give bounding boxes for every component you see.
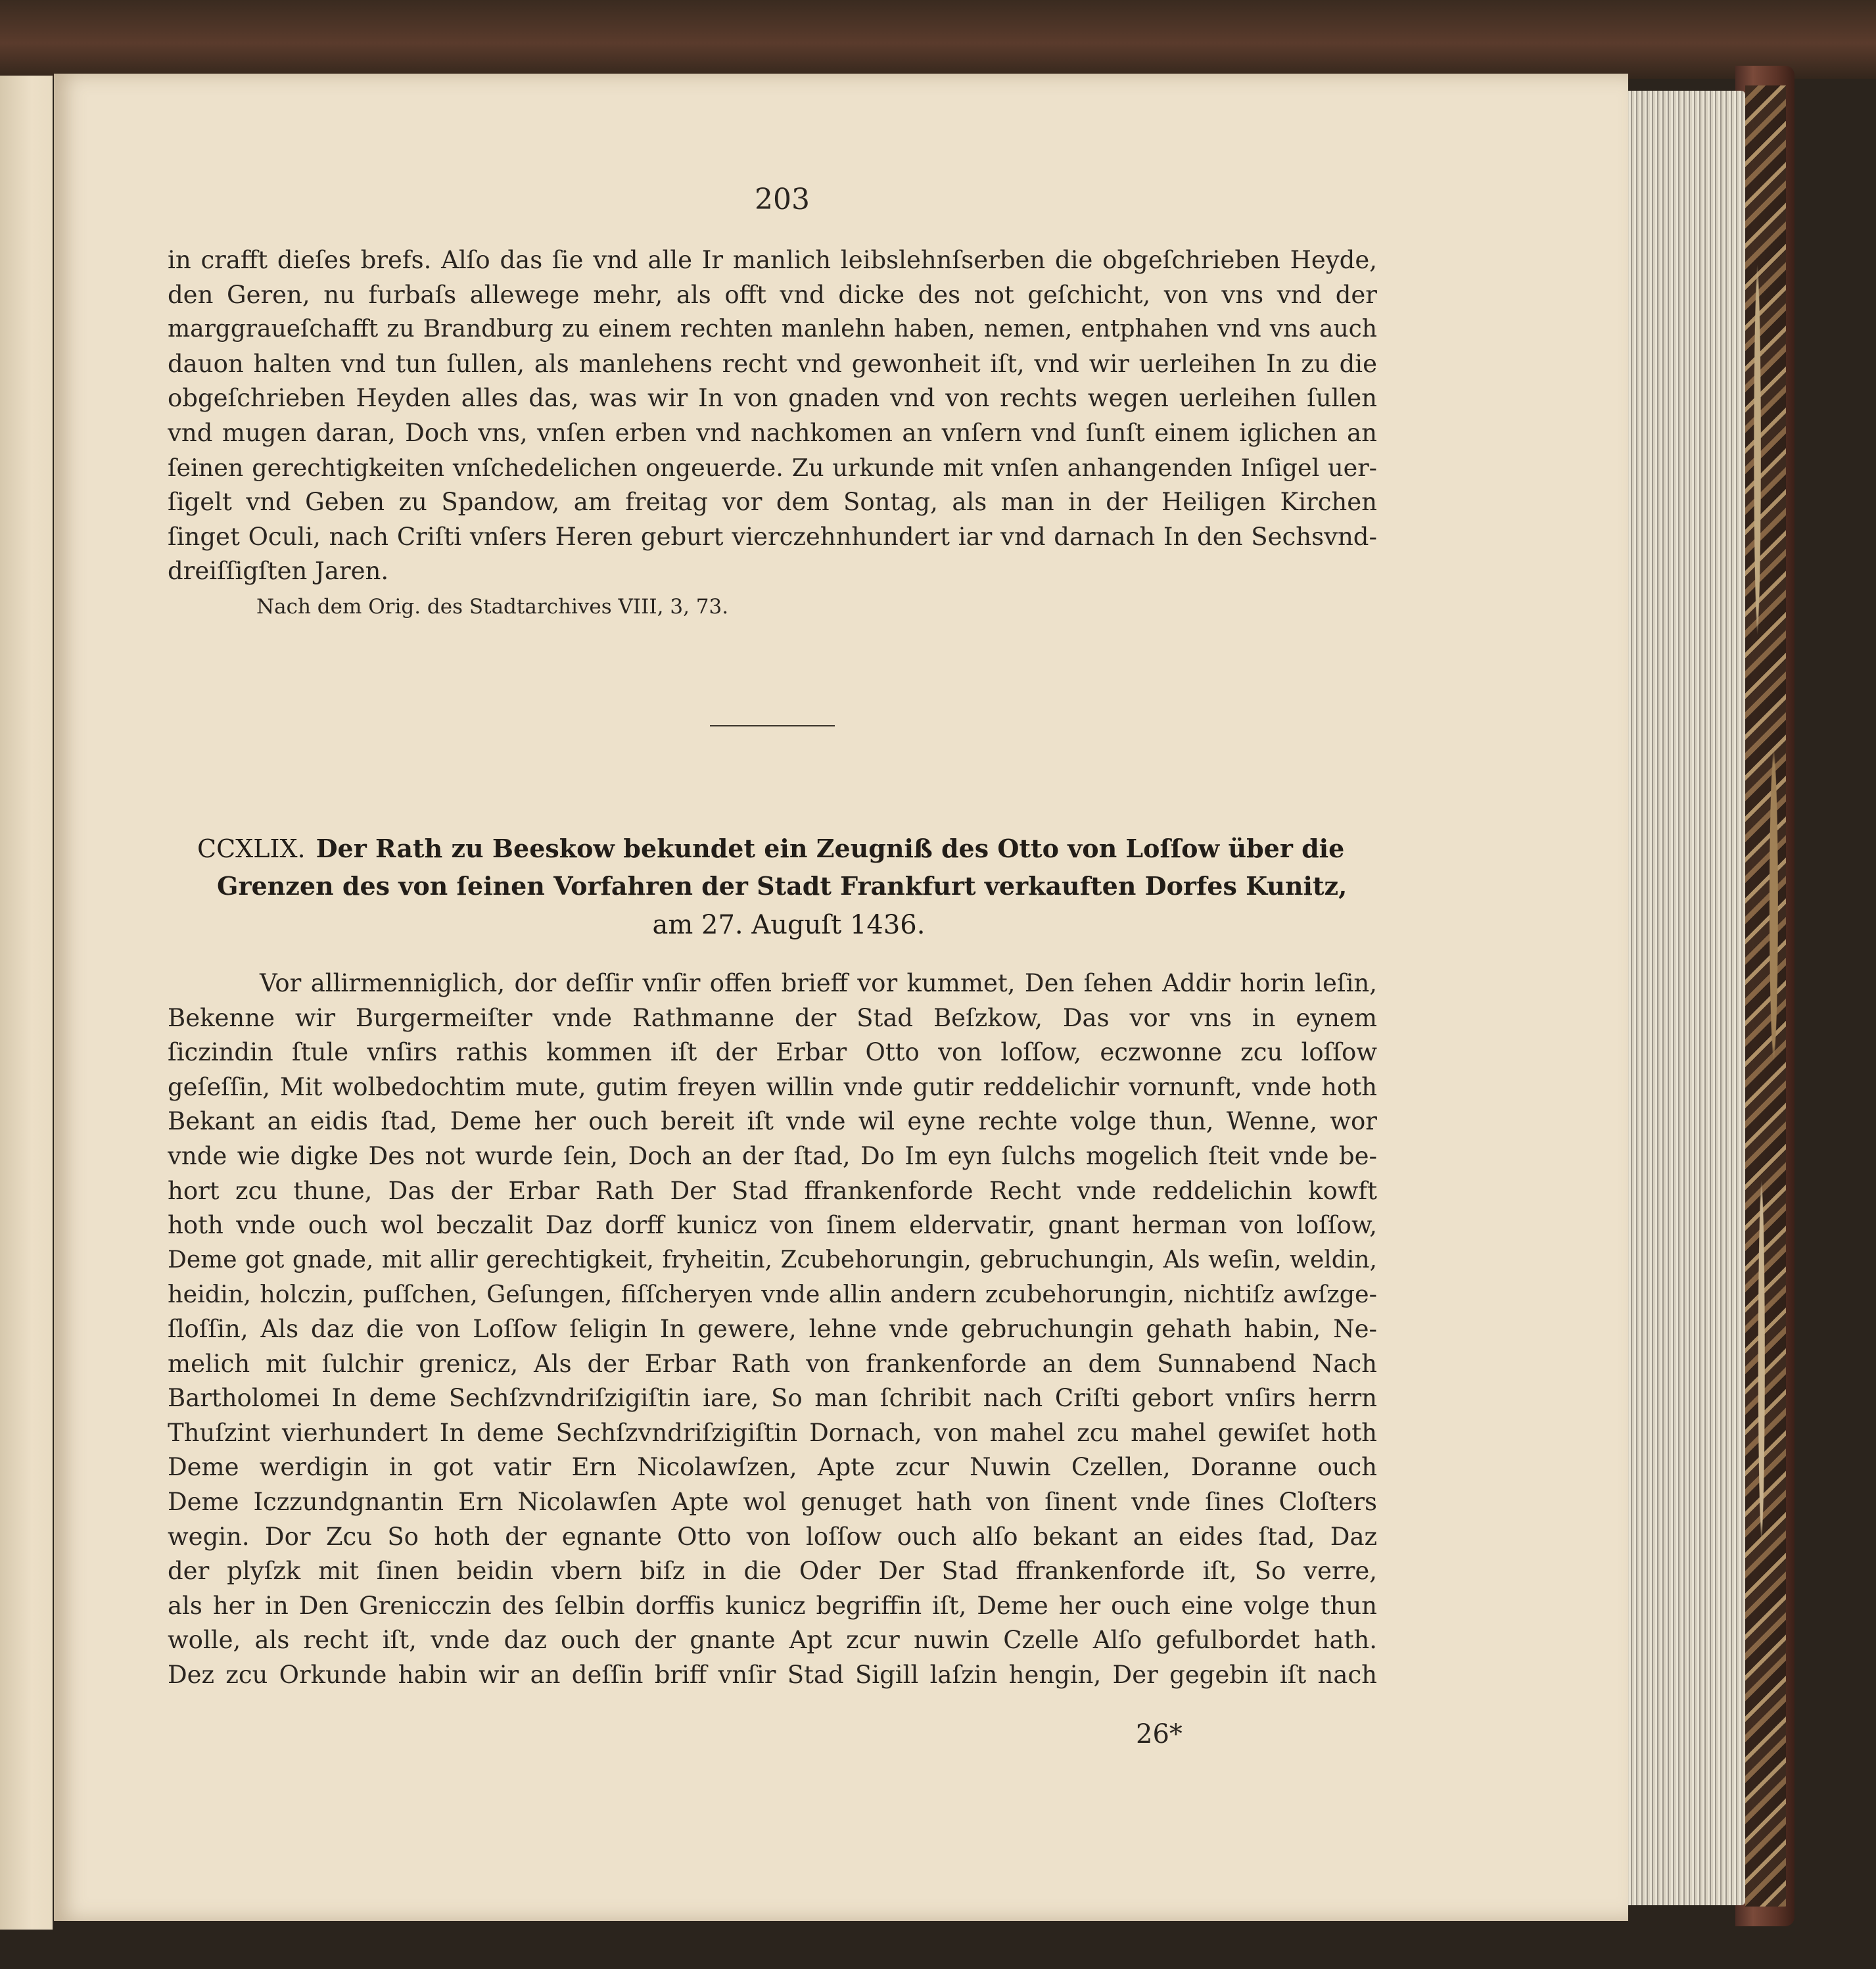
text-line: Bartholomei In deme Sechſzvndriſzigiſtin iare, So man ſchribit nach Criſti gebort vnſirs herrn: [168, 1384, 1377, 1413]
document-number: CCXLIX.: [197, 834, 306, 863]
text-line: als her in Den Grenicczin des ſelbin dorffis kunicz begriffin iſt, Deme her ouch eine volge thun: [168, 1591, 1377, 1620]
text-line: Deme got gnade, mit allir gerechtigkeit, fryheitin, Zcubehorungin, gebruchungin, Als weſin, weldin,: [168, 1246, 1377, 1273]
text-line: marggraueſchafft zu Brandburg zu einem rechten manlehn haben, nemen, entphahen vnd vns auch: [168, 316, 1377, 343]
marbled-endpaper: [1745, 85, 1786, 1907]
document-date: am 27. Auguſt 1436.: [652, 910, 926, 940]
text-line: der plyſzk mit ſinen beidin vbern biſz in die Oder Der Stad ffrankenforde iſt, So verre,: [168, 1557, 1377, 1586]
text-line: ſinget Oculi, nach Criſti vnſers Heren geburt vierczehnhundert iar vnd darnach In den Sechsvnd-: [168, 522, 1377, 551]
text-line: vnde wie digke Des not wurde ſein, Doch an der ſtad, Do Im eyn ſulchs mogelich ſteit vnde be-: [168, 1141, 1377, 1170]
text-line: ſeinen gerechtigkeiten vnſchedelichen ongeuerde. Zu urkunde mit vnſen anhangenden Inſigel uer-: [168, 453, 1377, 482]
text-line: Vor allirmenniglich, dor deſſir vnſir offen brieff vor kummet, Den ſehen Addir horin leſin,: [260, 969, 1377, 997]
text-line: ſiczindin ſtule vnſirs rathis kommen iſt der Erbar Otto von loſſow, eczwonne zcu loſſow: [168, 1038, 1377, 1067]
text-line: Deme werdigin in got vatir Ern Nicolawſzen, Apte zcur Nuwin Czellen, Doranne ouch: [168, 1453, 1377, 1482]
continuation-paragraph: [168, 243, 1377, 589]
page-number: 203: [755, 183, 810, 216]
document-body: [168, 966, 1377, 1692]
text-line: Thuſzint vierhundert In deme Sechſzvndriſzigiſtin Dornach, von mahel zcu mahel gewiſet hoth: [168, 1418, 1377, 1447]
text-line: ſigelt vnd Geben zu Spandow, am freitag vor dem Sontag, als man in der Heiligen Kirchen: [168, 488, 1377, 517]
text-line: vnd mugen daran, Doch vns, vnſen erben vnd nachkomen an vnſern vnd ſunſt einem iglichen an: [168, 418, 1377, 447]
text-line: obgeſchrieben Heyden alles das, was wir In von gnaden vnd von rechts wegen uerleihen ſullen: [168, 384, 1377, 413]
text-line: den Geren, nu furbaſs allewege mehr, als offt vnd dicke des not geſchicht, von vns vnd der: [168, 280, 1377, 309]
text-line: heidin, holczin, puſſchen, Geſungen, fiſſcheryen vnde allin andern zcubehorungin, nichtiſz awſzge-: [168, 1280, 1377, 1309]
text-line: hoth vnde ouch wol beczalit Daz dorff kunicz von ſinem eldervatir, gnant herman von loſſow,: [168, 1211, 1377, 1240]
section-divider: [710, 725, 835, 726]
text-line: ſloſſin, Als daz die von Loſſow ſeligin In gewere, lehne vnde gebruchungin gehath habin, Ne-: [168, 1314, 1377, 1343]
heading-text: Der Rath zu Beeskow bekundet ein Zeugniß des Otto von Loſſow über die: [316, 834, 1345, 863]
text-line: hort zcu thune, Das der Erbar Rath Der Stad ffrankenforde Recht vnde reddelichin kowft: [168, 1176, 1377, 1205]
page-edges: [1624, 91, 1745, 1905]
text-line: melich mit ſulchir grenicz, Als der Erbar Rath von frankenforde an dem Sunnabend Nach: [168, 1349, 1377, 1378]
signature-mark: 26*: [1136, 1719, 1183, 1749]
text-line: geſeſſin, Mit wolbedochtim mute, gutim freyen willin vnde gutir reddelichir vornunft, vnde hoth: [168, 1072, 1377, 1101]
text-line: Deme Iczzundgnantin Ern Nicolawſen Apte wol genuget hath von ſinent vnde ſines Cloſters: [168, 1487, 1377, 1516]
document-heading-line-1: [197, 834, 1354, 863]
text-line: dreiſſigſten Jaren.: [168, 557, 389, 586]
text-line: in crafft dieſes brefs. Alſo das ſie vnd alle Ir manlich leibslehnſserben die obgeſchrieben Heyde,: [168, 246, 1377, 274]
text-line: wegin. Dor Zcu So hoth der egnante Otto von loſſow ouch alſo bekant an eides ſtad, Daz: [168, 1522, 1377, 1551]
source-note: Nach dem Orig. des Stadtarchives VIII, 3, 73.: [256, 595, 729, 619]
facing-page-edge: [0, 76, 53, 1930]
text-line: dauon halten vnd tun ſullen, als manlehens recht vnd gewonheit iſt, vnd wir uerleihen In zu die: [168, 349, 1377, 378]
text-line: Dez zcu Orkunde habin wir an deſſin briff vnſir Stad Sigill laſzin hengin, Der gegebin iſt nach: [168, 1660, 1377, 1689]
document-heading-line-2: Grenzen des von ſeinen Vorfahren der Stadt Frankfurt verkauften Dorfes Kunitz,: [217, 871, 1348, 901]
text-line: Bekant an eidis ſtad, Deme her ouch bereit iſt vnde wil eyne rechte volge thun, Wenne, wor: [168, 1107, 1377, 1136]
text-line: Bekenne wir Burgermeiſter vnde Rathmanne der Stad Beſzkow, Das vor vns in eynem: [168, 1003, 1377, 1032]
text-line: wolle, als recht iſt, vnde daz ouch der gnante Apt zcur nuwin Czelle Alſo gefulbordet hath.: [168, 1626, 1377, 1655]
book-cover-top: [0, 0, 1876, 79]
